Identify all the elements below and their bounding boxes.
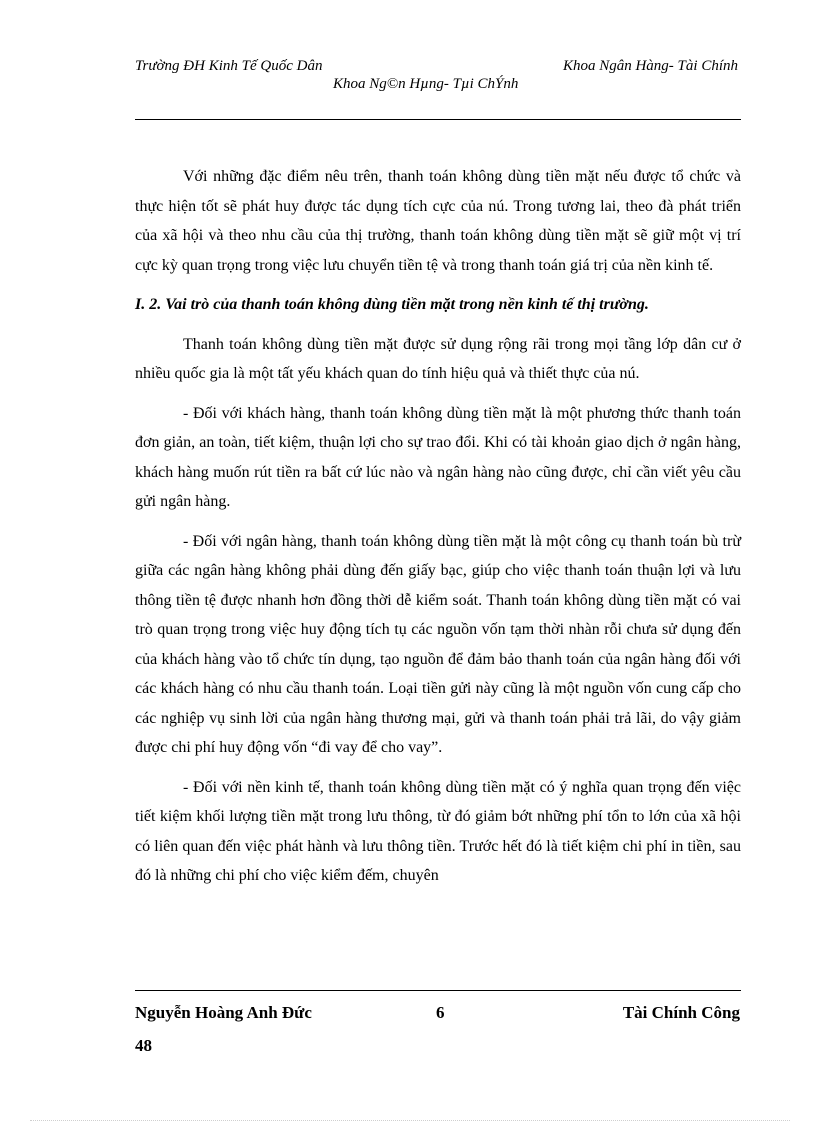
footer-divider — [135, 990, 741, 991]
footer-author: Nguyễn Hoàng Anh Đức — [135, 1003, 312, 1022]
header-university: Trường ĐH Kinh Tế Quốc Dân — [135, 58, 323, 74]
section-heading: I. 2. Vai trò của thanh toán không dùng tiền mặt trong nền kinh tế thị trường. — [135, 296, 649, 313]
page-bottom-edge — [30, 1120, 790, 1121]
paragraph-economy: - Đối với nền kinh tế, thanh toán không dùng tiền mặt có ý nghĩa quan trọng đến việc tiết kiệm khối lượng tiền mặt trong lưu thông, từ đó giảm bớt những phí tổn to lớn của xã hội có liên quan đến việc phát hành và lưu thông tiền. Trước hết đó là tiết kiệm chi phí in tiền, sau đó là những chi phí cho việc kiểm đếm, chuyên — [135, 778, 741, 884]
paragraph-customers: - Đối với khách hàng, thanh toán không dùng tiền mặt là một phương thức thanh toán đơn giản, an toàn, tiết kiệm, thuận lợi cho sự trao đổi. Khi có tài khoản giao dịch ở ngân hàng, khách hàng muốn rút tiền ra bất cứ lúc nào và ngân hàng nào cũng được, chỉ cần viết yêu cầu gửi ngân hàng. — [135, 404, 741, 510]
document-body — [135, 162, 741, 901]
header-divider — [135, 119, 741, 120]
header-faculty: Khoa Ngân Hàng- Tài Chính — [562, 58, 738, 74]
page-number: 6 — [436, 1003, 445, 1022]
footer-class-number: 48 — [135, 1036, 152, 1055]
paragraph-banks: - Đối với ngân hàng, thanh toán không dùng tiền mặt là một công cụ thanh toán bù trừ giữa các ngân hàng không phải dùng đến giấy bạc, giúp cho việc thanh toán thuận lợi và lưu thông tiền tệ được nhanh hơn đồng thời dễ kiểm soát. Thanh toán không dùng tiền mặt có vai trò quan trọng trong việc huy động tích tụ các nguồn vốn tạm thời nhàn rỗi chưa sử dụng đến của khách hàng vào tổ chức tín dụng, tạo nguồn để đảm bảo thanh toán của ngân hàng đối với các khách hàng có nhu cầu thanh toán. Loại tiền gửi này cũng là một nguồn vốn cung cấp cho các nghiệp vụ sinh lời của ngân hàng thương mại, gửi và thanh toán phải trả lãi, do vậy giảm được chi phí huy động vốn “đi vay để cho vay”. — [135, 532, 741, 756]
footer-class: Tài Chính Công — [622, 1003, 740, 1022]
paragraph-overview: Thanh toán không dùng tiền mặt được sử dụng rộng rãi trong mọi tầng lớp dân cư ở nhiều quốc gia là một tất yếu khách quan do tính hiệu quả và thiết thực của nú. — [135, 335, 741, 382]
paragraph-intro: Với những đặc điểm nêu trên, thanh toán không dùng tiền mặt nếu được tổ chức và thực hiện tốt sẽ phát huy được tác dụng tích cực của nú. Trong tương lai, theo đà phát triển của xã hội và theo nhu cầu của thị trường, thanh toán không dùng tiền mặt sẽ giữ một vị trí cực kỳ quan trọng trong việc lưu chuyển tiền tệ và trong thanh toán giá trị của nền kinh tế. — [135, 168, 741, 274]
header-faculty-garbled: Khoa Ng©n Hµng- Tµi ChÝnh — [333, 76, 519, 92]
